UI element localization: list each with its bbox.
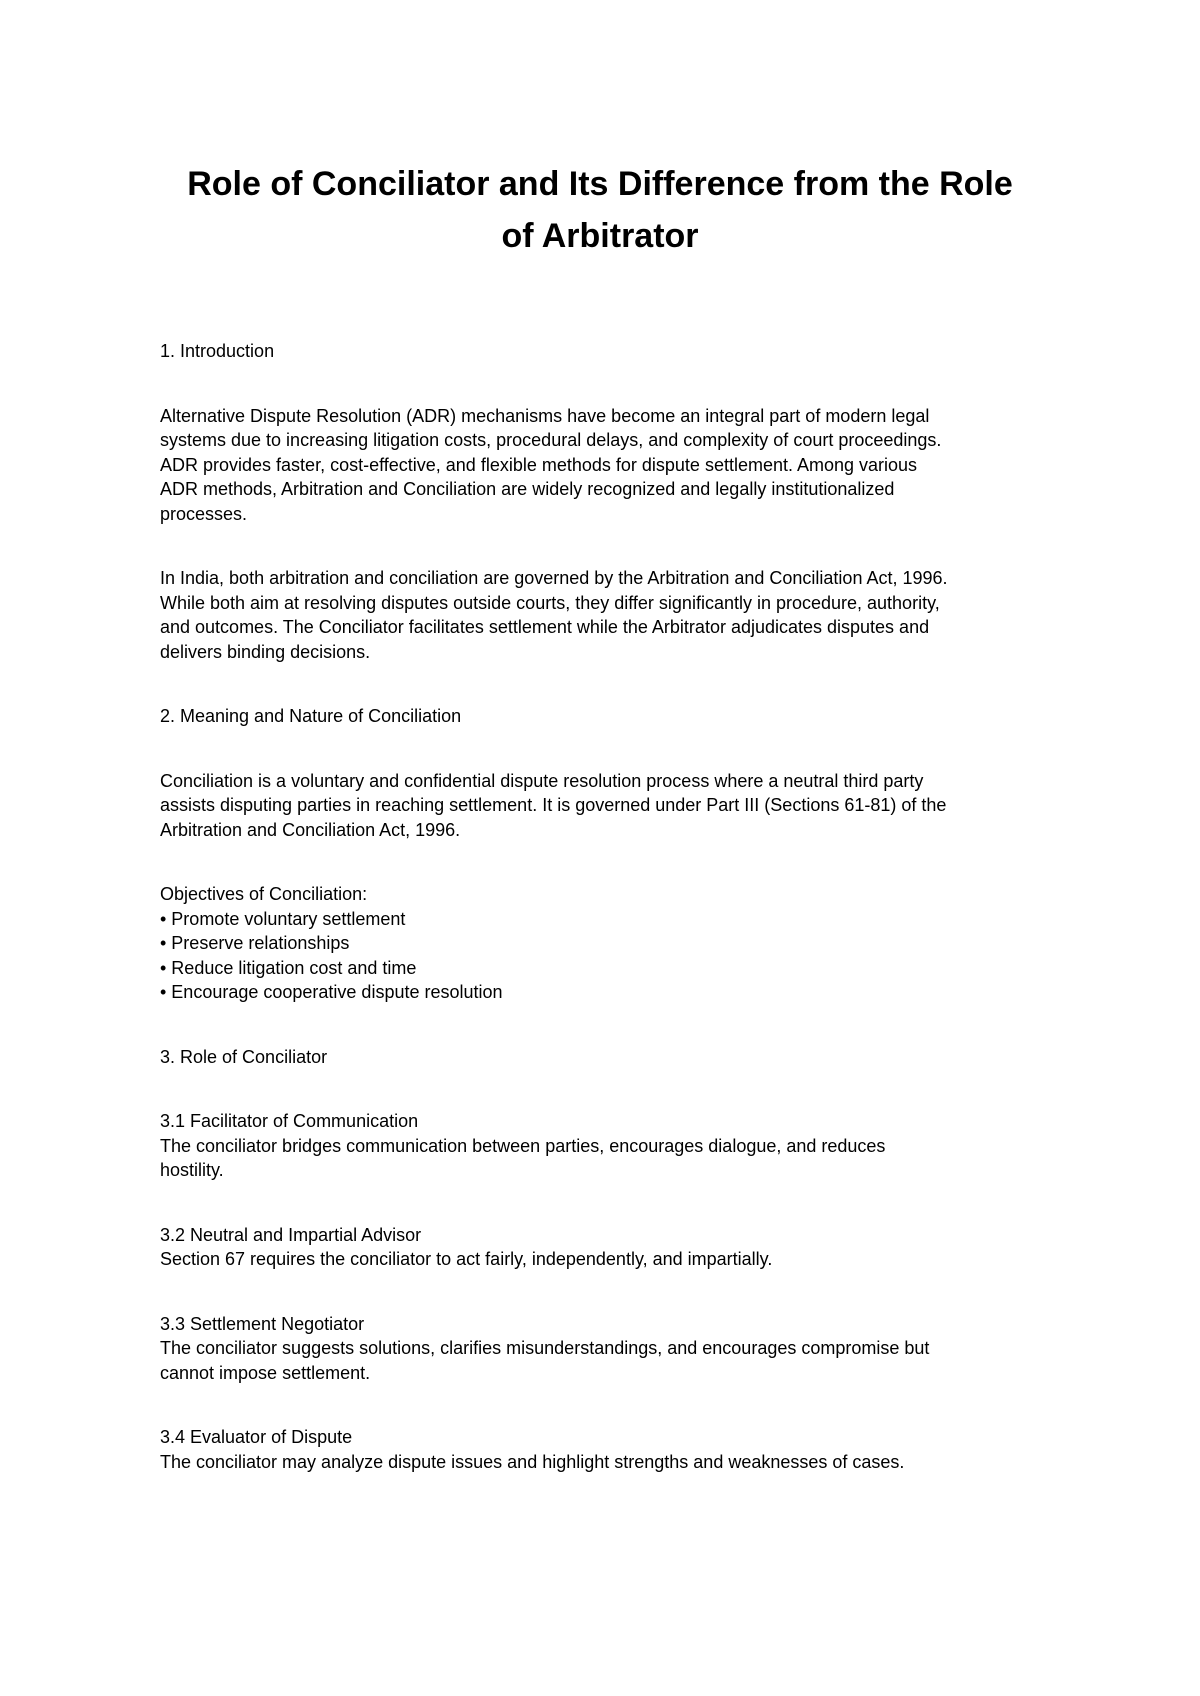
subsection-text bbox=[160, 1247, 1060, 1272]
document-body bbox=[160, 339, 1060, 1474]
title-line: of Arbitrator bbox=[501, 217, 699, 255]
text-line: delivers binding decisions. bbox=[160, 641, 371, 662]
section-heading-meaning: 2. Meaning and Nature of Conciliation bbox=[160, 706, 462, 726]
role-item-neutral-advisor bbox=[160, 1223, 1060, 1272]
subsection-heading: 3.1 Facilitator of Communication bbox=[160, 1111, 419, 1131]
intro-paragraph-2 bbox=[160, 566, 1060, 664]
title-line: Role of Conciliator and Its Difference from the Role bbox=[187, 165, 1013, 203]
intro-paragraph-1 bbox=[160, 404, 1060, 527]
section-heading-introduction: 1. Introduction bbox=[160, 341, 275, 361]
text-line: Arbitration and Conciliation Act, 1996. bbox=[160, 819, 461, 840]
text-line: While both aim at resolving disputes outside courts, they differ significantly in procedure, authority, bbox=[160, 592, 940, 613]
text-line: systems due to increasing litigation costs, procedural delays, and complexity of court proceedings. bbox=[160, 430, 942, 450]
text-line: In India, both arbitration and conciliation are governed by the Arbitration and Conciliation Act, 1996. bbox=[160, 568, 948, 588]
list-item: • Preserve relationships bbox=[160, 933, 350, 953]
list-item: • Reduce litigation cost and time bbox=[160, 957, 417, 978]
text-line: ADR provides faster, cost-effective, and flexible methods for dispute settlement. Among various bbox=[160, 454, 918, 475]
role-item-evaluator bbox=[160, 1425, 1060, 1474]
subsection-text bbox=[160, 1336, 1060, 1385]
text-line: The conciliator bridges communication between parties, encourages dialogue, and reduces bbox=[160, 1135, 886, 1156]
text-line: The conciliator suggests solutions, clarifies misunderstandings, and encourages compromise but bbox=[160, 1338, 930, 1358]
text-line: cannot impose settlement. bbox=[160, 1362, 371, 1383]
text-line: Conciliation is a voluntary and confidential dispute resolution process where a neutral third party bbox=[160, 770, 924, 791]
list-item: • Encourage cooperative dispute resolution bbox=[160, 982, 503, 1002]
role-item-settlement-negotiator bbox=[160, 1312, 1060, 1386]
list-item: • Promote voluntary settlement bbox=[160, 908, 406, 929]
text-line: Alternative Dispute Resolution (ADR) mechanisms have become an integral part of modern legal bbox=[160, 405, 930, 426]
subsection-text bbox=[160, 1450, 1060, 1475]
text-line: Section 67 requires the conciliator to act fairly, independently, and impartially. bbox=[160, 1249, 773, 1269]
document-title bbox=[150, 158, 1050, 262]
text-line: hostility. bbox=[160, 1160, 224, 1180]
role-item-facilitator bbox=[160, 1109, 1060, 1183]
text-line: and outcomes. The Conciliator facilitates settlement while the Arbitrator adjudicates disputes and bbox=[160, 617, 930, 637]
section-heading-role: 3. Role of Conciliator bbox=[160, 1046, 328, 1067]
text-line: ADR methods, Arbitration and Conciliation are widely recognized and legally institutionalized bbox=[160, 479, 895, 499]
objectives-list bbox=[160, 907, 1060, 1005]
objectives-heading: Objectives of Conciliation: bbox=[160, 884, 368, 904]
subsection-heading: 3.3 Settlement Negotiator bbox=[160, 1313, 365, 1334]
text-line: The conciliator may analyze dispute issues and highlight strengths and weaknesses of cases. bbox=[160, 1451, 905, 1472]
text-line: processes. bbox=[160, 503, 248, 524]
subsection-text bbox=[160, 1134, 1060, 1183]
subsection-heading: 3.4 Evaluator of Dispute bbox=[160, 1427, 353, 1447]
text-line: assists disputing parties in reaching settlement. It is governed under Part III (Sections 61-81) of the bbox=[160, 795, 947, 815]
meaning-paragraph bbox=[160, 769, 1060, 843]
subsection-heading: 3.2 Neutral and Impartial Advisor bbox=[160, 1224, 422, 1245]
